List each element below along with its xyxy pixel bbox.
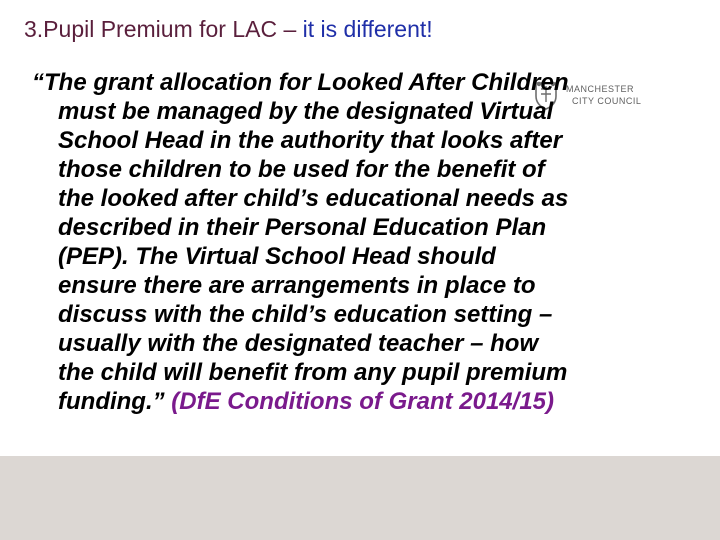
quote-line: ensure there are arrangements in place to — [58, 272, 536, 299]
quote-body — [32, 68, 704, 416]
slide-title — [24, 14, 433, 44]
quote-line: usually with the designated teacher – how — [58, 330, 539, 357]
quote-line: the looked after child’s educational needs as — [58, 185, 569, 212]
quote-line: must be managed by the designated Virtual — [58, 98, 554, 125]
quote-last-line — [32, 387, 704, 416]
quote-line: (PEP). The Virtual School Head should — [58, 243, 496, 270]
quote-line: described in their Personal Education Plan — [58, 214, 547, 241]
citation: (DfE Conditions of Grant 2014/15) — [171, 388, 555, 415]
logo-text-line-1: MANCHESTER — [566, 84, 635, 94]
footer-band — [0, 456, 720, 540]
logo-text-line-2: CITY COUNCIL — [572, 96, 642, 106]
quote-line: the child will benefit from any pupil premium — [58, 359, 568, 386]
slide-title-emphasis: it is different! — [302, 16, 433, 42]
quote-last-line-text: funding.” — [58, 388, 172, 415]
quote-line: School Head in the authority that looks after — [58, 127, 563, 154]
quote-line: those children to be used for the benefit of — [58, 156, 545, 183]
quote-line: “The grant allocation for Looked After Children — [32, 69, 569, 96]
quote-line: discuss with the child’s education setting – — [58, 301, 553, 328]
slide-title-main: 3.Pupil Premium for LAC – — [24, 16, 303, 42]
